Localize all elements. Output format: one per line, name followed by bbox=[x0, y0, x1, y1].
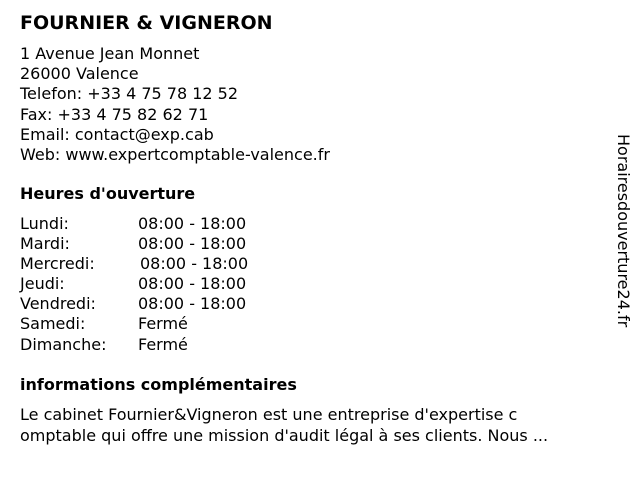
hours-row bbox=[20, 294, 320, 314]
hours-day: Jeudi: bbox=[20, 274, 65, 294]
hours-day: Mercredi: bbox=[20, 254, 95, 274]
hours-row bbox=[20, 314, 320, 334]
hours-row bbox=[20, 234, 320, 254]
hours-time: Fermé bbox=[138, 314, 188, 334]
hours-day: Vendredi: bbox=[20, 294, 96, 314]
email-address: Email: contact@exp.cab bbox=[20, 124, 214, 144]
company-description bbox=[20, 405, 610, 446]
hours-time: 08:00 - 18:00 bbox=[140, 254, 249, 274]
hours-row bbox=[20, 254, 320, 274]
hours-day: Lundi: bbox=[20, 214, 69, 233]
hours-row bbox=[20, 335, 320, 355]
opening-hours-table bbox=[20, 214, 320, 355]
description-line: Le cabinet Fournier&Vigneron est une entreprise d'expertise c bbox=[20, 405, 518, 424]
description-line: omptable qui offre une mission d'audit légal à ses clients. Nous ... bbox=[20, 425, 549, 445]
hours-day: Dimanche: bbox=[20, 334, 107, 354]
hours-day: Samedi: bbox=[20, 314, 86, 334]
fax-number: Fax: +33 4 75 82 62 71 bbox=[20, 104, 209, 124]
site-watermark: Horairesdouverture24.fr bbox=[614, 134, 633, 328]
hours-day: Mardi: bbox=[20, 234, 70, 254]
address-street: 1 Avenue Jean Monnet bbox=[20, 44, 200, 63]
hours-time: 08:00 - 18:00 bbox=[138, 274, 247, 294]
opening-hours-heading: Heures d'ouverture bbox=[20, 184, 196, 203]
hours-row bbox=[20, 214, 320, 234]
hours-time: 08:00 - 18:00 bbox=[138, 234, 247, 254]
hours-time: 08:00 - 18:00 bbox=[138, 214, 247, 233]
website-url: Web: www.expertcomptable-valence.fr bbox=[20, 144, 330, 164]
company-name: FOURNIER & VIGNERON bbox=[20, 12, 273, 34]
hours-time: Fermé bbox=[138, 334, 188, 354]
phone-number: Telefon: +33 4 75 78 12 52 bbox=[20, 84, 239, 104]
contact-block bbox=[20, 44, 330, 165]
hours-row bbox=[20, 274, 320, 294]
additional-info-heading: informations complémentaires bbox=[20, 375, 297, 394]
hours-time: 08:00 - 18:00 bbox=[138, 294, 247, 314]
address-city: 26000 Valence bbox=[20, 64, 139, 84]
